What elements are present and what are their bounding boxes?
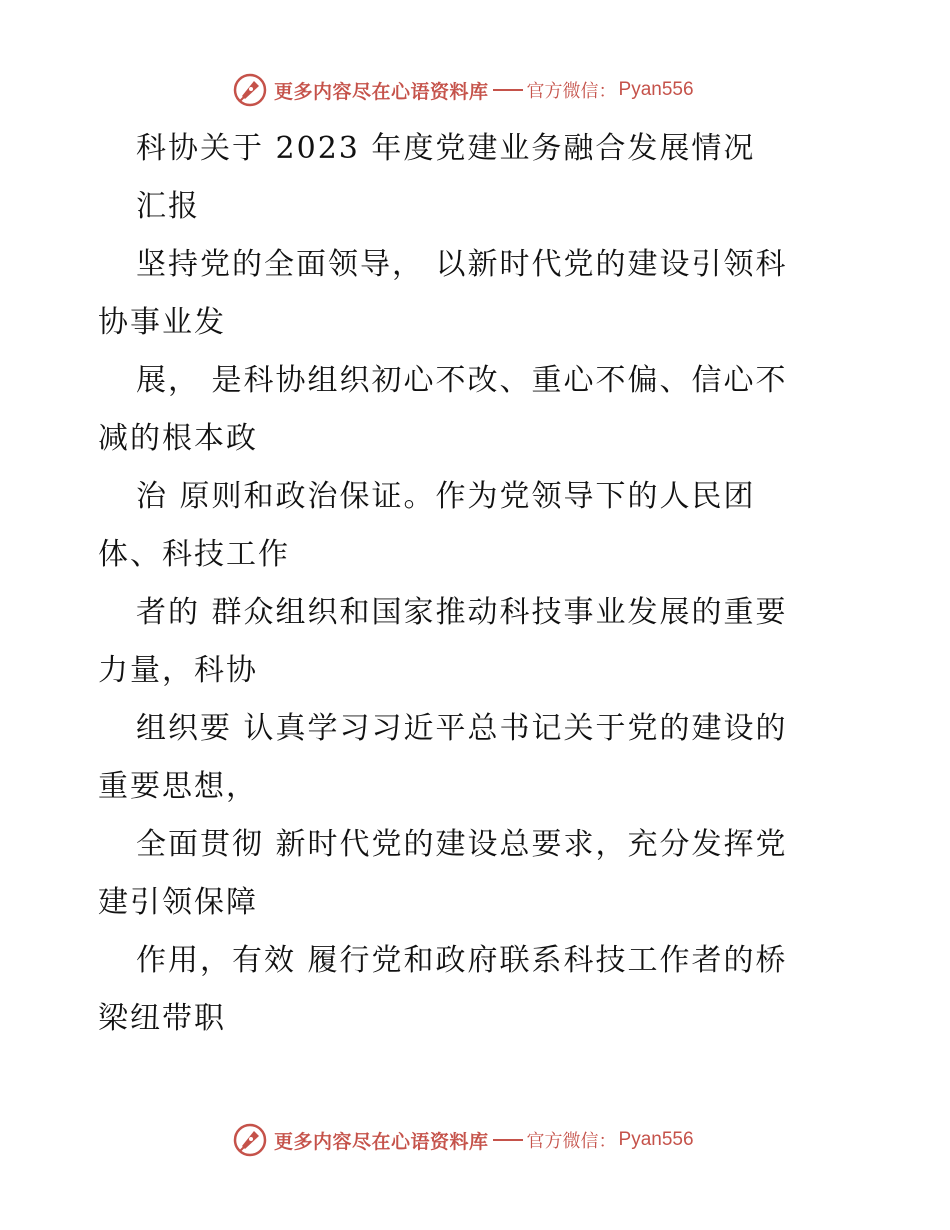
watermark-wechat-label: 官方微信： (526, 81, 617, 102)
header-watermark (232, 70, 694, 110)
paragraph-line: 组织要 认真学习习近平总书记关于党的建设的 (136, 711, 788, 746)
document-title: 科协关于 2023 年度党建业务融合发展情况 (136, 131, 756, 166)
watermark-wechat-id: Pyan556 (618, 79, 694, 100)
paragraph-line: 坚持党的全面领导， 以新时代党的建设引领科 (136, 247, 788, 282)
footer-watermark (232, 1120, 694, 1160)
paragraph-line: 重要思想， (98, 769, 258, 804)
paragraph-line: 协事业发 (98, 305, 226, 340)
fountain-pen-nib-icon (232, 1122, 268, 1158)
fountain-pen-nib-icon (232, 72, 268, 108)
paragraph-line: 建引领保障 (98, 885, 258, 920)
paragraph-line: 全面贯彻 新时代党的建设总要求，充分发挥党 (136, 827, 788, 862)
paragraph-line: 展， 是科协组织初心不改、重心不偏、信心不 (136, 363, 788, 398)
watermark-brand-text: 更多内容尽在心语资料库 (274, 1130, 489, 1153)
paragraph-line: 减的根本政 (98, 421, 258, 456)
watermark-dash (493, 89, 523, 91)
document-body (98, 120, 838, 1048)
paragraph-line: 治 原则和政治保证。作为党领导下的人民团 (136, 479, 756, 514)
watermark-wechat-id: Pyan556 (618, 1129, 694, 1150)
watermark-brand-text: 更多内容尽在心语资料库 (274, 80, 489, 103)
paragraph-line: 力量，科协 (98, 653, 258, 688)
watermark-dash (493, 1139, 523, 1141)
paragraph-line: 作用，有效 履行党和政府联系科技工作者的桥 (136, 943, 788, 978)
document-title-cont: 汇报 (136, 189, 200, 224)
paragraph-line: 梁纽带职 (98, 1001, 226, 1036)
paragraph-line: 体、科技工作 (98, 537, 290, 572)
paragraph-line: 者的 群众组织和国家推动科技事业发展的重要 (136, 595, 788, 630)
watermark-wechat-label: 官方微信： (526, 1131, 617, 1152)
